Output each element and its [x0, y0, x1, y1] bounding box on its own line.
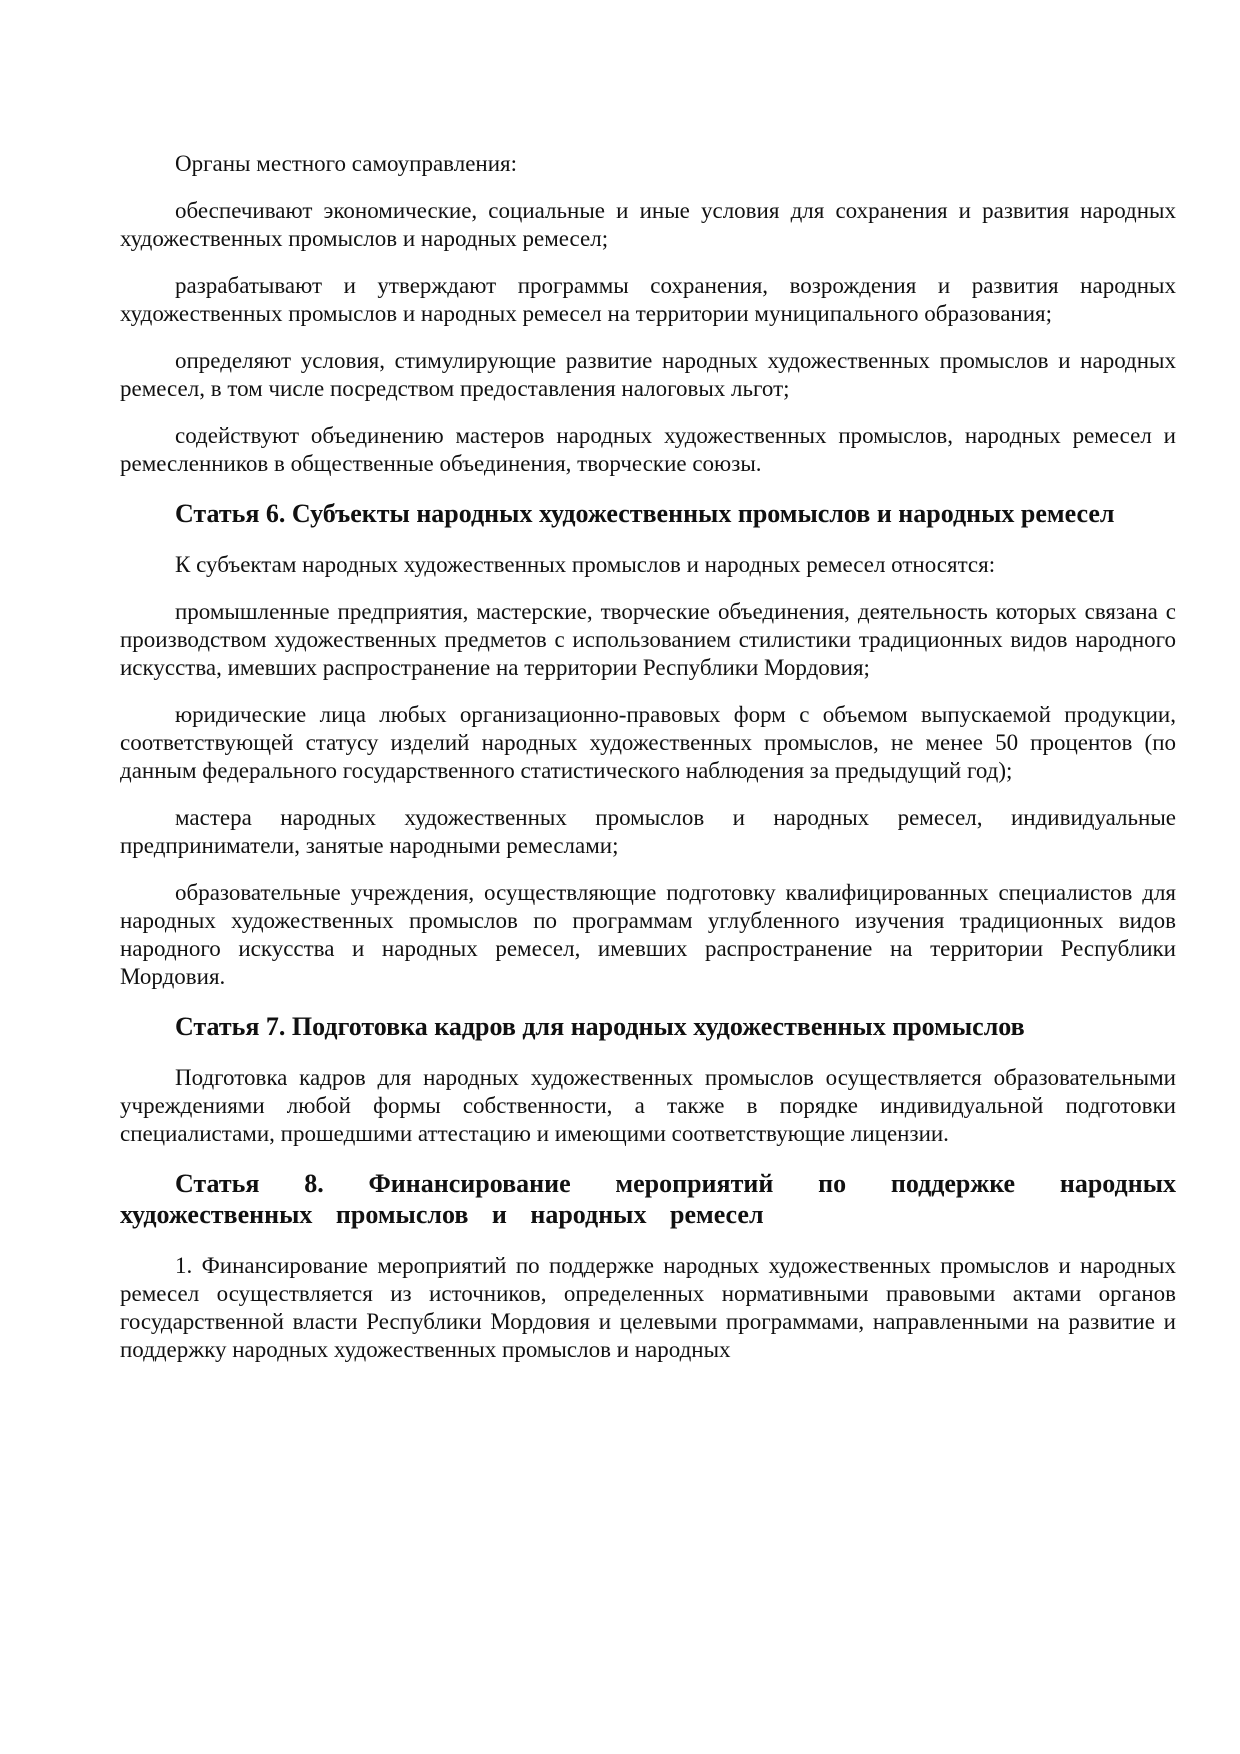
- article6-item-4: образовательные учреждения, осуществляющие подготовку квалифицированных специалистов для народных художественных промыслов по программам углубленного изучения традиционных видов народного искусства и народных ремесел, имевших распространение на территории Республики Мордовия.: [120, 880, 1176, 989]
- section5-item-3: определяют условия, стимулирующие развитие народных художественных промыслов и народных ремесел, в том числе посредством предоставления налоговых льгот;: [120, 348, 1176, 401]
- document-page: [120, 150, 1176, 1383]
- article6-intro: К субъектам народных художественных промыслов и народных ремесел относятся:: [175, 552, 996, 577]
- section5-item-1: обеспечивают экономические, социальные и иные условия для сохранения и развития народных художественных промыслов и народных ремесел;: [120, 198, 1176, 251]
- article7-text: Подготовка кадров для народных художественных промыслов осуществляется образовательными учреждениями любой формы собственности, а также в порядке индивидуальной подготовки специалистами, прошедшими аттестацию и имеющими соответствующие лицензии.: [120, 1065, 1176, 1146]
- article6-item-3: мастера народных художественных промыслов и народных ремесел, индивидуальные предприниматели, занятые народными ремеслами;: [120, 805, 1176, 858]
- section5-item-4: содействуют объединению мастеров народных художественных промыслов, народных ремесел и ремесленников в общественные объединения, творческие союзы.: [120, 423, 1176, 476]
- section5-intro: Органы местного самоуправления:: [175, 151, 518, 176]
- article8-text: 1. Финансирование мероприятий по поддержке народных художественных промыслов и народных ремесел осуществляется из источников, определенных нормативными правовыми актами органов государственной власти Республики Мордовия и целевыми программами, направленными на развитие и поддержку народных художественных промыслов и народных: [120, 1253, 1176, 1362]
- article7-heading: Статья 7. Подготовка кадров для народных художественных промыслов: [175, 1012, 1025, 1041]
- article6-item-1: промышленные предприятия, мастерские, творческие объединения, деятельность которых связана с производством художественных предметов с использованием стилистики традиционных видов народного искусства, имевших распространение на территории Республики Мордовия;: [120, 599, 1176, 680]
- article6-heading: Статья 6. Субъекты народных художественных промыслов и народных ремесел: [175, 499, 1115, 528]
- article6-item-2: юридические лица любых организационно-правовых форм с объемом выпускаемой продукции, соответствующей статусу изделий народных художественных промыслов, не менее 50 процентов (по данным федерального государственного статистического наблюдения за предыдущий год);: [120, 702, 1176, 783]
- section5-item-2: разрабатывают и утверждают программы сохранения, возрождения и развития народных художественных промыслов и народных ремесел на территории муниципального образования;: [120, 273, 1176, 326]
- article8-heading: Статья 8. Финансирование мероприятий по поддержке народных художественных промыслов и народных ремесел: [120, 1169, 1176, 1229]
